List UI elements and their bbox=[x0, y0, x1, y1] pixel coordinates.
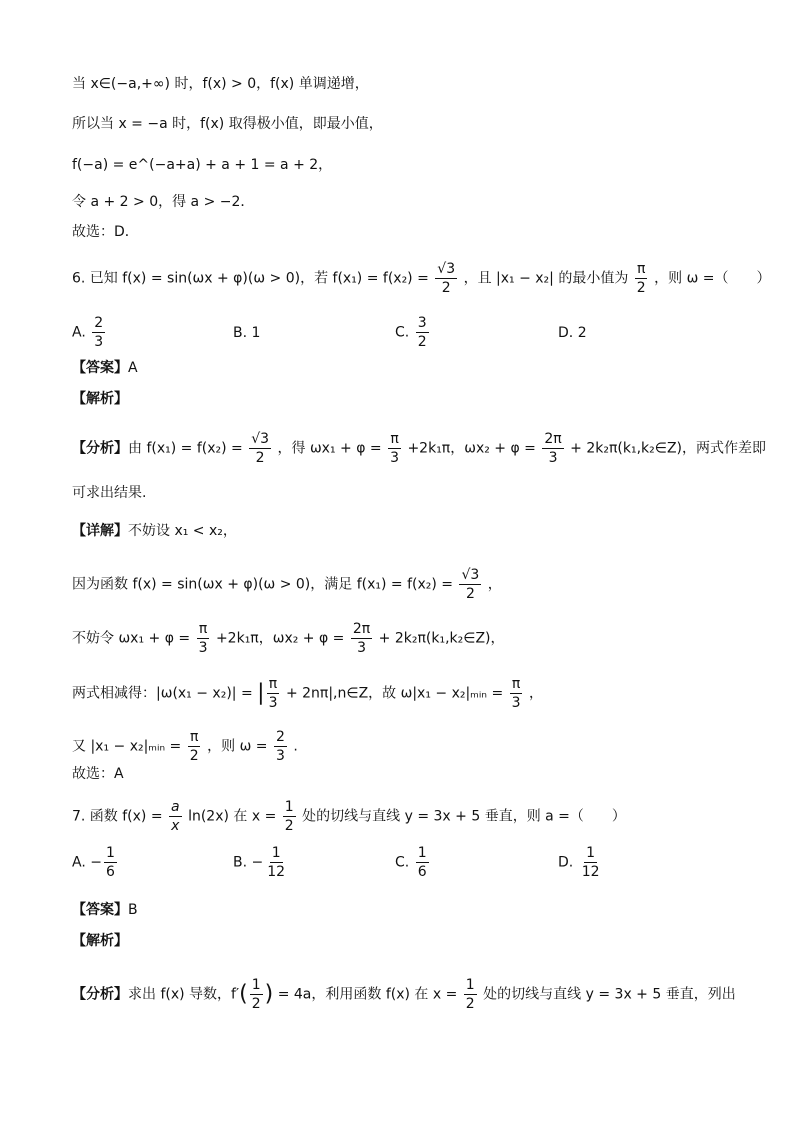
stem-text: ，则 ω =（ ） bbox=[654, 270, 771, 287]
detail-line: 不妨令 ωx₁ + φ = $\frac{\pi}{3}$ +2k₁π，ωx₂ + φ = $\frac{2\pi}{3}$ + 2k₂π(k₁,k₂∈Z)， bbox=[72, 621, 505, 656]
text-line: 所以当 x = −a 时，f(x) 取得极小值，即最小值， bbox=[72, 116, 383, 132]
option-c: C. $\frac{3}{2}$ bbox=[395, 315, 427, 350]
text-line: 当 x∈(−a,+∞) 时，f(x) > 0，f(x) 单调递增， bbox=[72, 76, 369, 92]
option-c: C. $\frac{1}{6}$ bbox=[395, 845, 427, 880]
text-line: 故选：D． bbox=[72, 224, 139, 240]
option-d: D. 2 bbox=[558, 325, 587, 341]
option-a: A. − $\frac{1}{6}$ bbox=[72, 845, 115, 880]
option-d: D. $\frac{1}{12}$ bbox=[558, 845, 600, 880]
option-a: A. $\frac{2}{3}$ bbox=[72, 315, 104, 350]
answer-tag: 【答案】 bbox=[72, 360, 128, 376]
question-7-stem: 7. 函数 f(x) = $\frac{a}{x}$ ln(2x) 在 x = $\frac{1}{2}$ 处的切线与直线 y = 3x + 5 垂直，则 a =（ ） bbox=[72, 799, 626, 834]
detail-line: 【详解】不妨设 x₁ < x₂， bbox=[72, 523, 237, 539]
text-line: f(−a) = e^(−a+a) + a + 1 = a + 2， bbox=[72, 157, 333, 173]
analysis-tag: 【解析】 bbox=[72, 391, 128, 407]
fraction: $\frac{\pi}{2}$ bbox=[636, 261, 646, 296]
text-line: 令 a + 2 > 0，得 a > −2． bbox=[72, 194, 255, 210]
text-line: 故选：A bbox=[72, 766, 124, 782]
option-b: B. − $\frac{1}{12}$ bbox=[233, 845, 286, 880]
analysis-summary: 【分析】由 f(x₁) = f(x₂) = $\frac{√3}{2}$ ，得 ωx₁ + φ = $\frac{\pi}{3}$ +2k₁π，ωx₂ + φ = $\frac{2\pi}{3}$ + 2k₂π(k₁,k₂∈Z)，两式作差即 bbox=[72, 431, 767, 466]
answer-line bbox=[72, 358, 138, 378]
question-6-stem bbox=[72, 262, 771, 295]
stem-text: 6. 已知 f(x) = sin(ωx + φ)(ω > 0)，若 f(x₁) = f(x₂) = bbox=[72, 270, 429, 287]
detail-line: 因为函数 f(x) = sin(ωx + φ)(ω > 0)，满足 f(x₁) = f(x₂) = $\frac{√3}{2}$ ， bbox=[72, 567, 502, 602]
analysis-tag: 【解析】 bbox=[72, 933, 128, 949]
fraction: $\frac{√3}{2}$ bbox=[437, 261, 456, 296]
stem-text: ，且 |x₁ − x₂| 的最小值为 bbox=[463, 270, 629, 287]
answer-line: 【答案】B bbox=[72, 902, 138, 918]
analysis-summary: 【分析】求出 f(x) 导数，f′( $\frac{1}{2}$ ) = 4a，利用函数 f(x) 在 x = $\frac{1}{2}$ 处的切线与直线 y = 3x + 5 垂直，列出 bbox=[72, 977, 736, 1012]
detail-line: 又 |x₁ − x₂|ₘᵢₙ = $\frac{\pi}{2}$ ，则 ω = $\frac{2}{3}$ . bbox=[72, 729, 298, 764]
text-line: 可求出结果. bbox=[72, 485, 147, 501]
answer-value: A bbox=[128, 360, 138, 376]
detail-line: 两式相减得：|ω(x₁ − x₂)| = | $\frac{\pi}{3}$ + 2nπ|,n∈Z，故 ω|x₁ − x₂|ₘᵢₙ = $\frac{\pi}{3}$ ， bbox=[72, 676, 543, 711]
option-b: B. 1 bbox=[233, 325, 261, 341]
